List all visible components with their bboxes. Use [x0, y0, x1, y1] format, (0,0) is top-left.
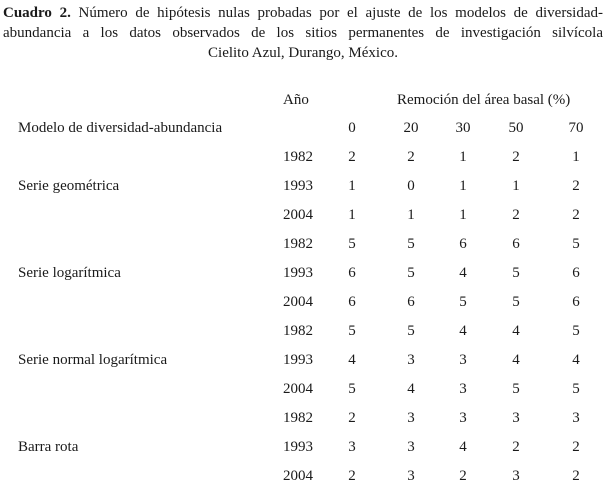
- value-cell: 2: [348, 410, 356, 426]
- value-cell: 2: [459, 468, 467, 484]
- year-cell: 1993: [283, 439, 313, 455]
- value-cell: 4: [348, 352, 356, 368]
- value-cell: 5: [512, 294, 520, 310]
- value-cell: 6: [348, 265, 356, 281]
- table-caption: [3, 3, 603, 63]
- value-cell: 5: [459, 294, 467, 310]
- value-cell: 3: [407, 468, 415, 484]
- value-cell: 5: [512, 381, 520, 397]
- caption-label: Cuadro 2.: [3, 5, 71, 21]
- caption-line-3: Cielito Azul, Durango, México.: [208, 45, 398, 61]
- model-name: Barra rota: [18, 439, 79, 455]
- header-model: Modelo de diversidad-abundancia: [18, 120, 223, 136]
- value-cell: 5: [348, 381, 356, 397]
- year-cell: 1982: [283, 323, 313, 339]
- value-cell: 5: [572, 323, 580, 339]
- value-cell: 1: [572, 149, 580, 165]
- value-cell: 6: [459, 236, 467, 252]
- column-header-0: 0: [348, 120, 356, 136]
- year-cell: 2004: [283, 294, 313, 310]
- header-year: Año: [283, 92, 309, 108]
- header-basal-area-removal: Remoción del área basal (%): [397, 92, 571, 108]
- value-cell: 3: [512, 410, 520, 426]
- value-cell: 1: [459, 149, 467, 165]
- value-cell: 6: [572, 265, 580, 281]
- year-cell: 1982: [283, 236, 313, 252]
- value-cell: 5: [407, 265, 415, 281]
- column-header-20: 20: [403, 120, 419, 136]
- year-cell: 1993: [283, 178, 313, 194]
- value-cell: 5: [512, 265, 520, 281]
- value-cell: 2: [512, 149, 520, 165]
- column-header-30: 30: [455, 120, 471, 136]
- value-cell: 6: [512, 236, 520, 252]
- value-cell: 6: [407, 294, 415, 310]
- value-cell: 1: [348, 207, 356, 223]
- value-cell: 0: [407, 178, 415, 194]
- value-cell: 3: [348, 439, 356, 455]
- value-cell: 4: [459, 265, 467, 281]
- column-header-50: 50: [508, 120, 524, 136]
- value-cell: 5: [407, 236, 415, 252]
- value-cell: 1: [348, 178, 356, 194]
- model-name: Serie geométrica: [18, 178, 120, 194]
- value-cell: 2: [348, 468, 356, 484]
- model-name: Serie logarítmica: [18, 265, 121, 281]
- caption-line-2: abundancia a los datos observados de los sitios permanentes de investigación silvícola: [3, 25, 603, 41]
- value-cell: 5: [348, 236, 356, 252]
- caption-line-1-text: Número de hipótesis nulas probadas por el ajuste de los modelos de diversidad-: [70, 5, 603, 21]
- value-cell: 6: [348, 294, 356, 310]
- value-cell: 1: [407, 207, 415, 223]
- value-cell: 3: [459, 381, 467, 397]
- column-header-70: 70: [568, 120, 584, 136]
- year-cell: 2004: [283, 468, 313, 484]
- value-cell: 5: [348, 323, 356, 339]
- year-cell: 2004: [283, 207, 313, 223]
- value-cell: 4: [512, 323, 520, 339]
- value-cell: 2: [407, 149, 415, 165]
- year-cell: 1982: [283, 410, 313, 426]
- year-cell: 2004: [283, 381, 313, 397]
- value-cell: 4: [459, 439, 467, 455]
- value-cell: 3: [407, 439, 415, 455]
- value-cell: 2: [572, 439, 580, 455]
- year-cell: 1993: [283, 265, 313, 281]
- value-cell: 4: [407, 381, 415, 397]
- value-cell: 3: [572, 410, 580, 426]
- value-cell: 4: [572, 352, 580, 368]
- value-cell: 5: [572, 381, 580, 397]
- value-cell: 4: [459, 323, 467, 339]
- year-cell: 1982: [283, 149, 313, 165]
- value-cell: 5: [572, 236, 580, 252]
- caption-line-1: [3, 3, 603, 23]
- value-cell: 4: [512, 352, 520, 368]
- value-cell: 3: [407, 352, 415, 368]
- value-cell: 2: [572, 178, 580, 194]
- value-cell: 2: [348, 149, 356, 165]
- model-name: Serie normal logarítmica: [18, 352, 168, 368]
- year-cell: 1993: [283, 352, 313, 368]
- value-cell: 3: [512, 468, 520, 484]
- value-cell: 5: [407, 323, 415, 339]
- value-cell: 1: [459, 178, 467, 194]
- value-cell: 1: [512, 178, 520, 194]
- value-cell: 3: [459, 410, 467, 426]
- value-cell: 2: [572, 468, 580, 484]
- value-cell: 2: [512, 439, 520, 455]
- value-cell: 2: [572, 207, 580, 223]
- value-cell: 3: [459, 352, 467, 368]
- value-cell: 3: [407, 410, 415, 426]
- value-cell: 1: [459, 207, 467, 223]
- value-cell: 2: [512, 207, 520, 223]
- value-cell: 6: [572, 294, 580, 310]
